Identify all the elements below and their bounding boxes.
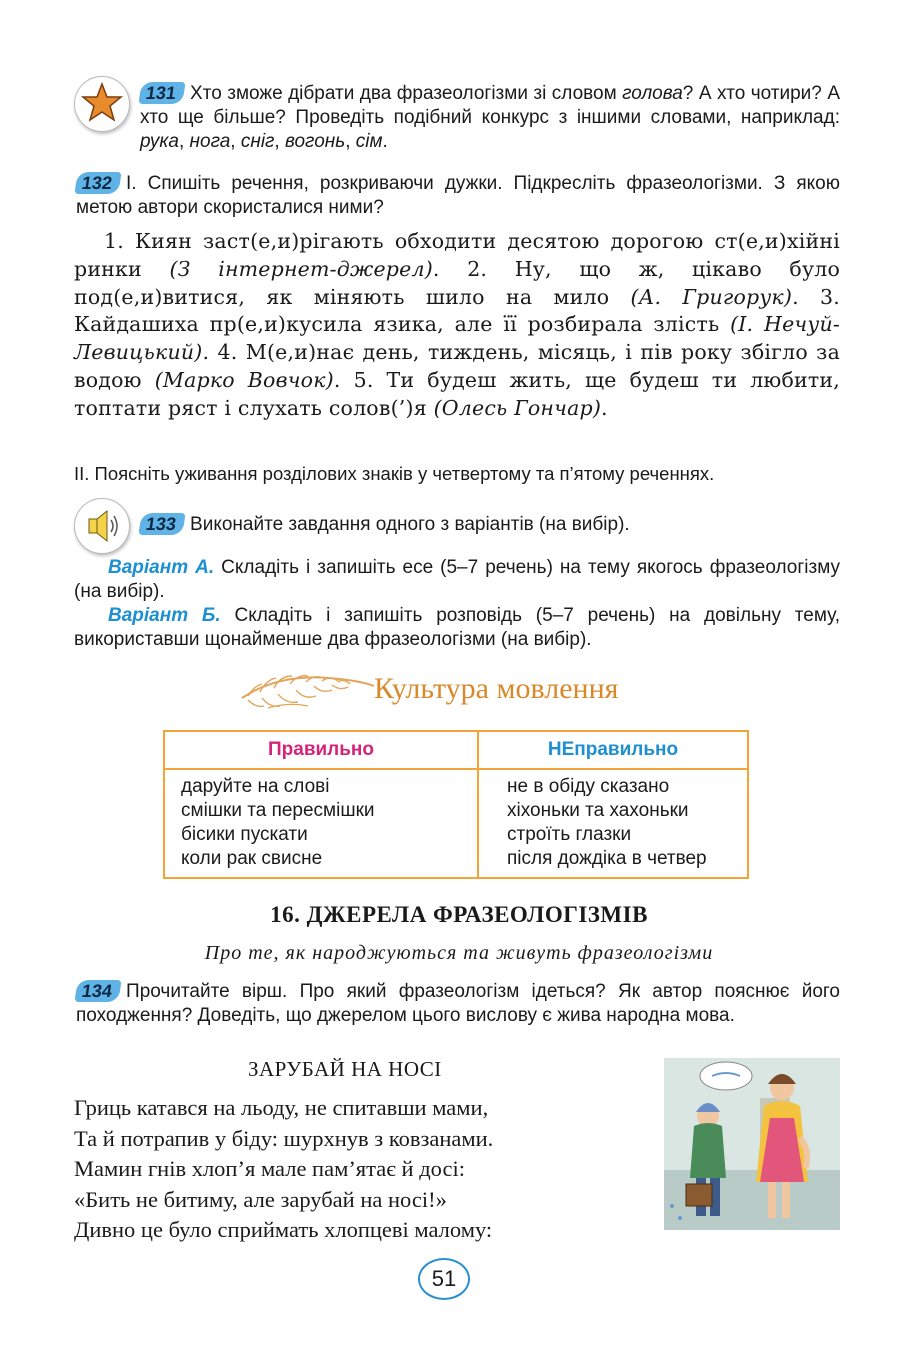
culture-table bbox=[163, 730, 749, 879]
poem-line: Мамин гнів хлоп’я мале пам’ятає й досі: bbox=[74, 1156, 465, 1181]
poem-line: Дивно це було сприймать хлопцеві малому: bbox=[74, 1217, 493, 1242]
page-number: 51 bbox=[418, 1258, 470, 1300]
list-item: хіхоньки та хахоньки bbox=[507, 800, 689, 821]
task-132-intro: 132 I. Спишіть речення, розкриваючи дужки. Підкресліть фразеологізми. З якою метою автори скористалися ними? bbox=[76, 173, 840, 218]
list-item: коли рак свисне bbox=[181, 848, 323, 869]
illustration-mother-and-boy bbox=[664, 1058, 840, 1230]
list-item: строїть глазки bbox=[507, 824, 632, 845]
poem-line: Та й потрапив у біду: шурхнув з ковзанами. bbox=[74, 1125, 494, 1151]
list-item: після дождіка в четвер bbox=[507, 848, 707, 869]
poem-line: «Бить не битиму, але зарубай на носі!» bbox=[74, 1186, 447, 1212]
list-item: даруйте на слові bbox=[181, 776, 330, 797]
section-title: 16. ДЖЕРЕЛА ФРАЗЕОЛОГІЗМІВ bbox=[270, 902, 648, 927]
right-list bbox=[164, 769, 478, 878]
col-right-header: Правильно bbox=[164, 731, 478, 769]
star-icon bbox=[74, 76, 130, 132]
speaker-icon bbox=[74, 498, 130, 554]
feather-ornament-icon bbox=[238, 664, 378, 714]
variant-a: Варіант А. Складіть і запишіть есе (5–7 речень) на тему якогось фразеологізму (на вибір). bbox=[74, 557, 841, 602]
poem-line: Гриць катався на льоду, не спитавши мами, bbox=[74, 1095, 489, 1120]
list-item: не в обіду сказано bbox=[507, 776, 670, 797]
wrong-list bbox=[478, 769, 748, 878]
variant-b: Варіант Б. Складіть і запишіть розповідь (5–7 речень) на довільну тему, використавши щонайменше два фразеологізми (на вибір). bbox=[74, 605, 840, 650]
col-wrong-header: НЕправильно bbox=[478, 731, 748, 769]
task-number-131: 131 bbox=[138, 82, 185, 104]
list-item: бісики пускати bbox=[181, 824, 308, 845]
list-item: смішки та пересмішки bbox=[181, 800, 375, 821]
poem-title: ЗАРУБАЙ НА НОСІ bbox=[248, 1057, 442, 1081]
task-number-132: 132 bbox=[74, 172, 121, 194]
section-subtitle: Про те, як народжуються та живуть фразеологізми bbox=[204, 942, 714, 964]
task-number-134: 134 bbox=[74, 980, 121, 1002]
culture-title: Культура мовлення bbox=[374, 672, 619, 705]
task-131: 131 Хто зможе дібрати два фразеологізми зі словом голова? А хто чотири? А хто ще більше? Проведіть подібний конкурс з іншими словами, наприклад: рука, нога, сніг, вогонь, сім. bbox=[140, 83, 840, 152]
task-132-sentences: 1. Киян заст(е,и)рігають обходити десятою дорогою ст(е,и)хійні ринки (З інтернет-джерел). 2. Ну, що ж, цікаво було под(е,и)витися, як міняють шило на мило (А. Григорук). 3. Кайдашиха пр(е,и)кусила язика, але її розбирала злість (І. Нечуй-Левицький). 4. М(е,и)нає день, тиждень, місяць, і пів року збігло за водою (Марко Вовчок). 5. Ти будеш жить, ще будеш ти любити, топтати ряст і слухать солов(’)я (Олесь Гончар). bbox=[74, 229, 840, 420]
task-133: 133 Виконайте завдання одного з варіантів (на вибір). bbox=[140, 513, 840, 537]
poem bbox=[74, 1093, 674, 1246]
task-number-133: 133 bbox=[138, 513, 185, 535]
task-134: 134 Прочитайте вірш. Про який фразеологізм ідеться? Як автор пояснює його походження? Доведіть, що джерелом цього вислову є жива народна мова. bbox=[76, 981, 840, 1026]
task-132-part2: II. Поясніть уживання розділових знаків у четвертому та п’ятому реченнях. bbox=[74, 463, 715, 484]
